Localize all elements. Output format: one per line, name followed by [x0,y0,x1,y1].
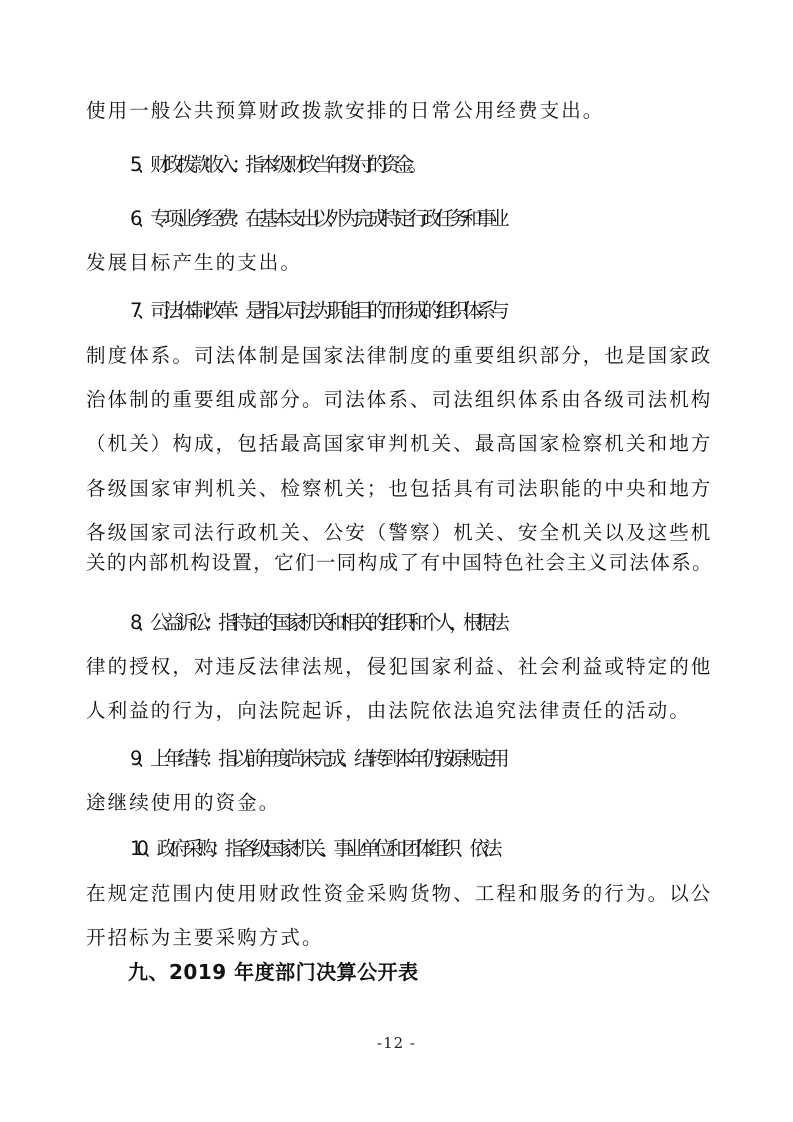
page-number: -12 - [377,1034,416,1052]
paragraph-line: 5、财政拨款收入：指本级财政当年拨付的资金。 [130,153,423,176]
paragraph-line: 10、政府采购：指各级国家机关、事业单位和团体组织、依法 [130,837,497,860]
paragraph-line: 治体制的重要组成部分。司法体系、司法组织体系由各级司法机构 [86,388,713,411]
paragraph-line: 在规定范围内使用财政性资金采购货物、工程和服务的行为。以公 [86,882,713,905]
paragraph-line: 7、司法体制改革：是指以司法为职能目的而形成的组织体系与 [130,299,504,322]
paragraph-line: 8、公益诉讼：指特定的国家机关和相关的组织和个人，根据法 [130,611,504,634]
paragraph-line: 发展目标产生的支出。 [86,251,303,274]
paragraph-line: 关的内部机构设置，它们一同构成了有中国特色社会主义司法体系。 [86,551,714,574]
paragraph-line: 各级国家司法行政机关、公安（警察）机关、安全机关以及这些机 [86,521,713,544]
paragraph-line: 律的授权，对违反法律法规，侵犯国家利益、社会利益或特定的他 [86,655,713,678]
paragraph-line: 开招标为主要采购方式。 [86,926,324,949]
paragraph-line: 制度体系。司法体制是国家法律制度的重要组织部分，也是国家政 [86,344,713,367]
paragraph-line: 9、上年结转：指以前年度尚未完成、结转到本年仍按原规定用 [130,747,504,770]
section-heading: 九、2019 年度部门决算公开表 [128,960,419,984]
paragraph-line: 人利益的行为，向法院起诉，由法院依法追究法律责任的活动。 [86,699,691,722]
paragraph-line: （机关）构成，包括最高国家审判机关、最高国家检察机关和地方 [86,432,713,455]
paragraph-line: 各级国家审判机关、检察机关；也包括具有司法职能的中央和地方 [86,477,713,500]
paragraph-line: 途继续使用的资金。 [86,791,281,814]
paragraph-line: 使用一般公共预算财政拨款安排的日常公用经费支出。 [86,99,605,122]
paragraph-line: 6、专项业务经费：在基本支出以外为完成特定行政任务和事业 [130,207,504,230]
